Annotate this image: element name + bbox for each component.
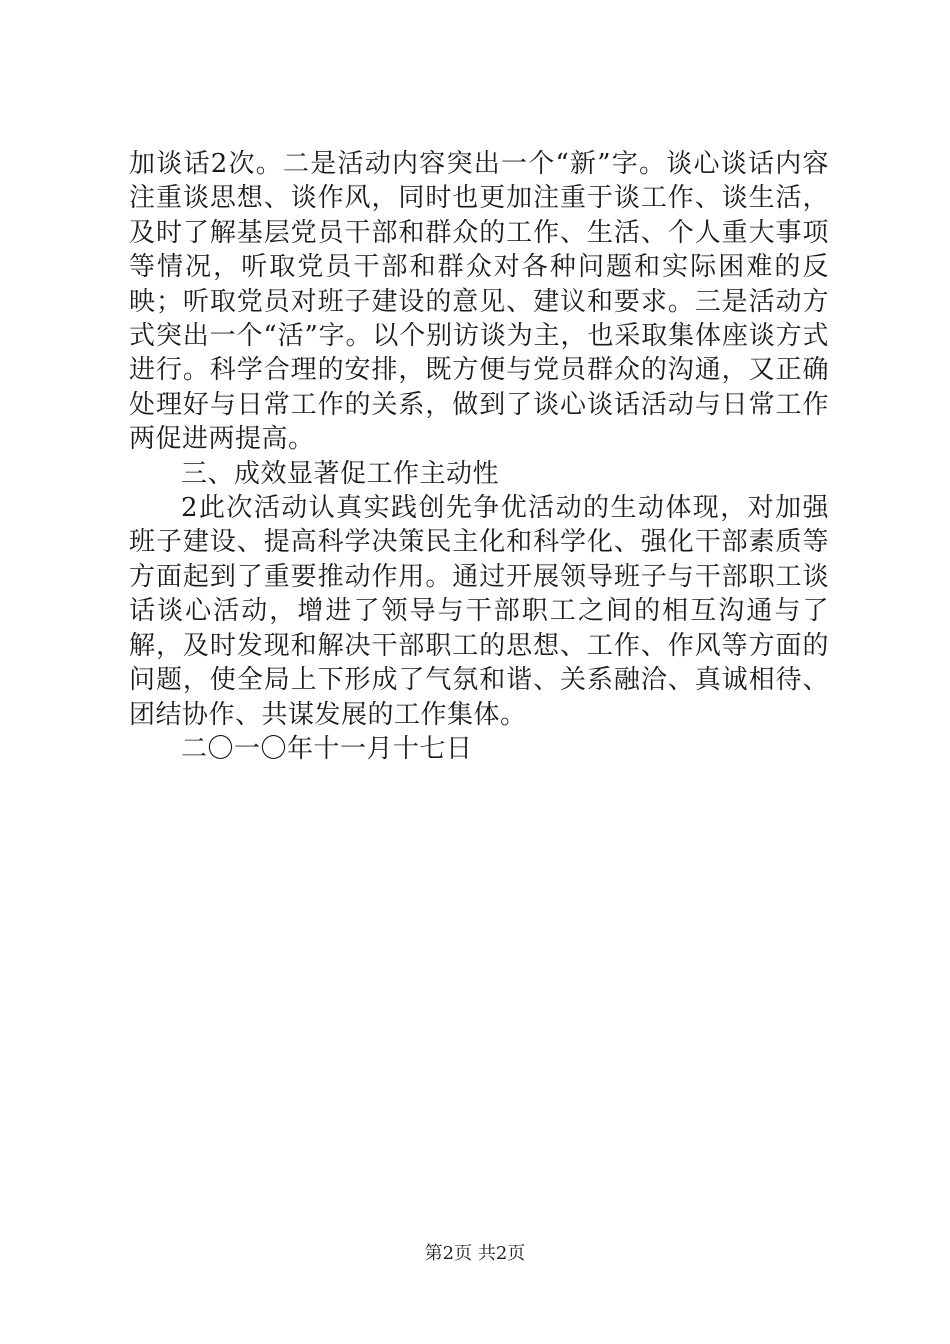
document-body [129,147,829,766]
page-footer: 第2页 共2页 [424,1243,526,1264]
section-heading: 三、成效显著促工作主动性 [181,458,500,489]
paragraph-results: 2此次活动认真实践创先争优活动的生动体现，对加强班子建设、提高科学决策民主化和科学化、强化干部素质等方面起到了重要推动作用。通过开展领导班子与干部职工谈话谈心活动，增进了领导与干部职工之间的相互沟通与了解，及时发现和解决干部职工的思想、工作、作风等方面的问题，使全局上下形成了气氛和谐、关系融洽、真诚相待、团结协作、共谋发展的工作集体。 [129,493,829,730]
paragraph-continuation: 加谈话2次。二是活动内容突出一个“新”字。谈心谈话内容注重谈思想、谈作风，同时也更加注重于谈工作、谈生活，及时了解基层党员干部和群众的工作、生活、个人重大事项等情况，听取党员干部和群众对各种问题和实际困难的反映；听取党员对班子建设的意见、建议和要求。三是活动方式突出一个“活”字。以个别访谈为主，也采取集体座谈方式进行。科学合理的安排，既方便与党员群众的沟通，又正确处理好与日常工作的关系，做到了谈心谈话活动与日常工作两促进两提高。 [129,149,829,455]
document-date: 二〇一〇年十一月十七日 [181,733,473,764]
